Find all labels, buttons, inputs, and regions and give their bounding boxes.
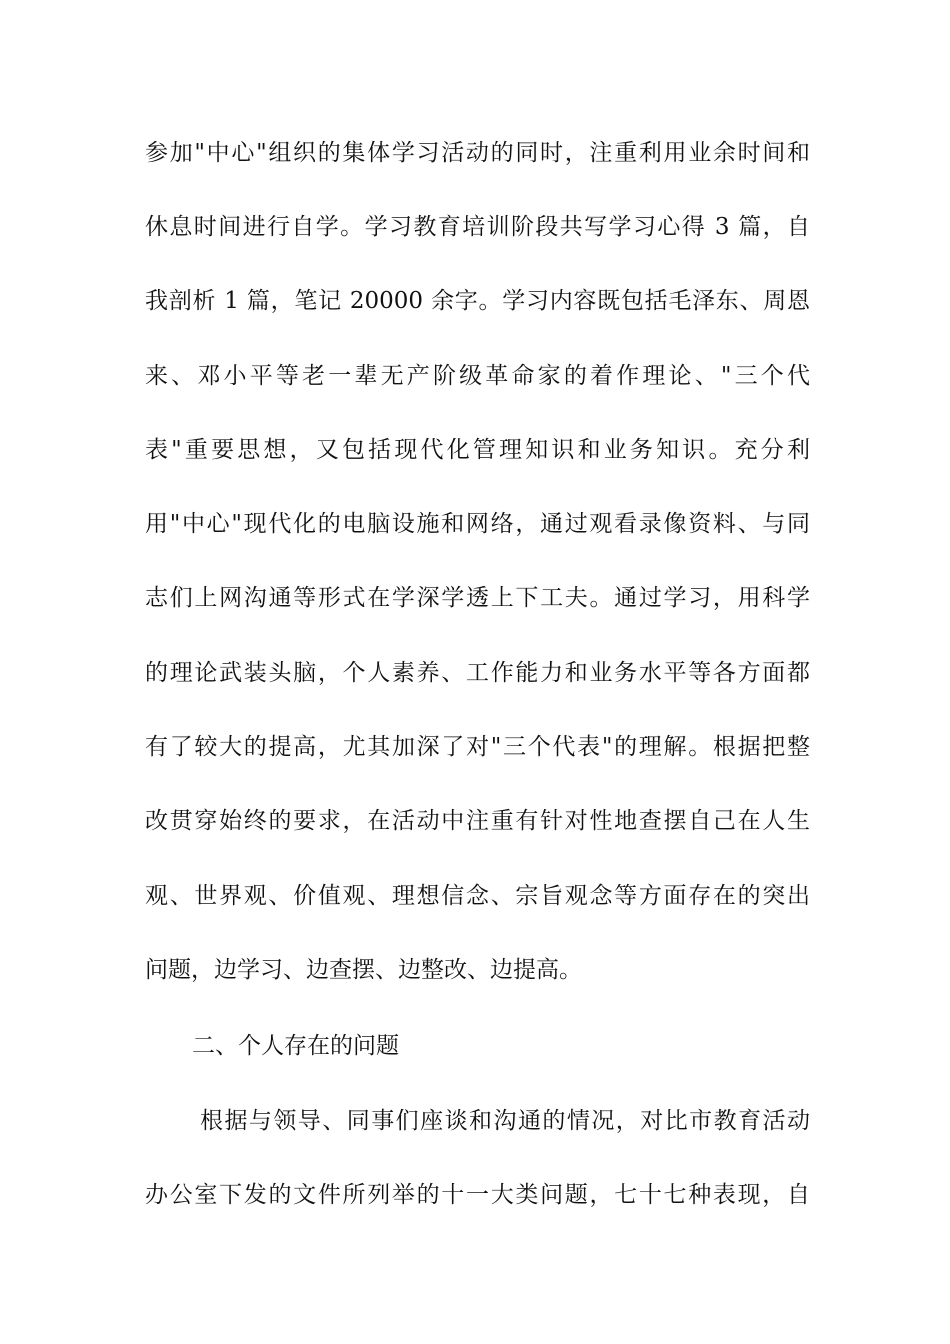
text-line: 休息时间进行自学。学习教育培训阶段共写学习心得 3 篇，自 (145, 214, 810, 240)
text-line: 参加"中心"组织的集体学习活动的同时，注重利用业余时间和 (145, 140, 810, 166)
text-line: 表"重要思想，又包括现代化管理知识和业务知识。充分利 (145, 437, 810, 463)
text-line: 根据与领导、同事们座谈和沟通的情况，对比市教育活动 (200, 1108, 810, 1134)
text-line: 我剖析 1 篇，笔记 20000 余字。学习内容既包括毛泽东、周恩 (145, 288, 810, 314)
text-line: 的理论武装头脑，个人素养、工作能力和业务水平等各方面都 (145, 660, 810, 686)
text-line: 有了较大的提高，尤其加深了对"三个代表"的理解。根据把整 (145, 734, 810, 760)
text-line: 来、邓小平等老一辈无产阶级革命家的着作理论、"三个代 (145, 363, 810, 389)
text-line: 用"中心"现代化的电脑设施和网络，通过观看录像资料、与同 (145, 511, 810, 537)
text-line: 改贯穿始终的要求，在活动中注重有针对性地查摆自己在人生 (145, 808, 810, 834)
text-line: 办公室下发的文件所列举的十一大类问题，七十七种表现，自 (145, 1182, 810, 1208)
text-line: 志们上网沟通等形式在学深学透上下工夫。通过学习，用科学 (145, 585, 810, 611)
text-line: 观、世界观、价值观、理想信念、宗旨观念等方面存在的突出 (145, 883, 810, 909)
section-heading: 二、个人存在的问题 (192, 1033, 399, 1059)
text-line: 问题，边学习、边查摆、边整改、边提高。 (145, 957, 582, 983)
